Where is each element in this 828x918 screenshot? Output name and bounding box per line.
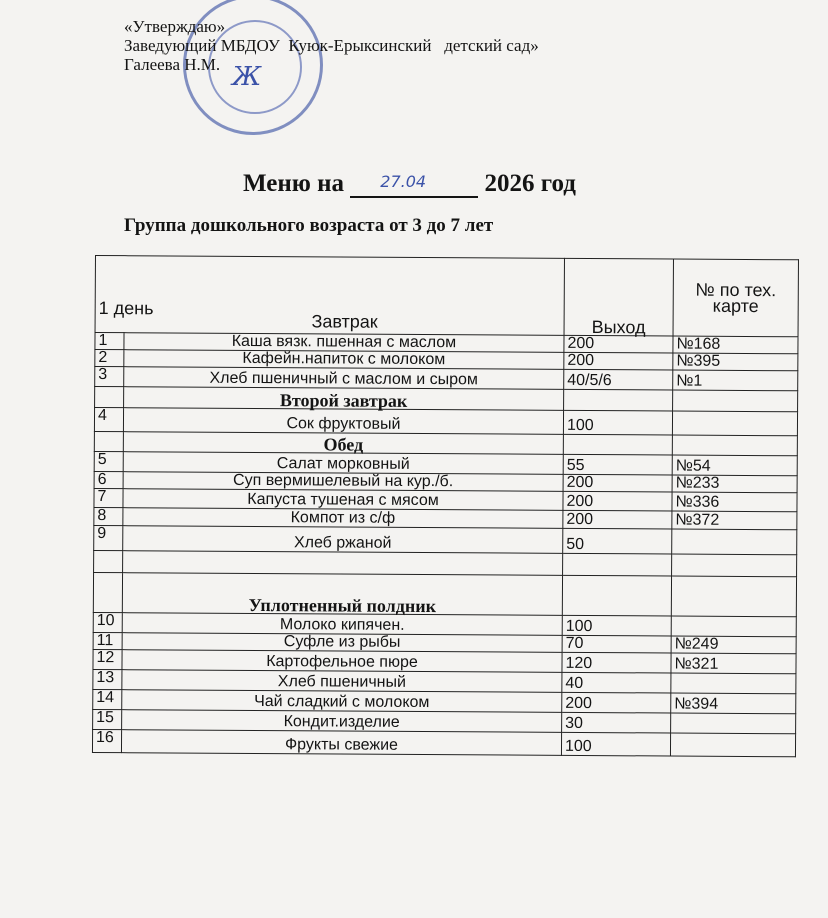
card-number: №168: [673, 336, 798, 354]
page-title: [243, 170, 576, 198]
yield: 100: [561, 732, 670, 756]
card-number: [672, 529, 797, 555]
yield: 200: [564, 335, 673, 353]
yield: 100: [563, 410, 672, 435]
dish-name: Кафейн.напиток с молоком: [124, 350, 564, 370]
card-number: №394: [671, 693, 796, 714]
row-number: 14: [93, 689, 122, 709]
card-number: №233: [672, 475, 797, 493]
row-number: 5: [94, 451, 123, 471]
yield: 200: [562, 692, 671, 713]
dish-name: Компот из с/ф: [123, 508, 563, 529]
row-number: 13: [93, 669, 122, 689]
row-number: 11: [93, 632, 122, 649]
card-number: №1: [673, 370, 798, 391]
dish-name: Чай сладкий с молоком: [122, 690, 562, 713]
card-number: [671, 576, 796, 617]
header-meal: Завтрак: [311, 311, 378, 332]
yield: 200: [564, 352, 673, 370]
card-number: [672, 411, 797, 436]
dish-name: Суп вермишелевый на кур./б.: [123, 472, 563, 492]
header-card: № по тех. карте: [673, 259, 798, 337]
group-heading: Группа дошкольного возраста от 3 до 7 лет: [124, 215, 494, 236]
dish-name: Каша вязк. пшенная с маслом: [124, 333, 564, 353]
yield: [563, 553, 672, 576]
dish-name: Сок фруктовый: [123, 408, 563, 435]
yield: 30: [562, 712, 671, 733]
date-field: [350, 170, 478, 198]
dish-name: Фрукты свежие: [121, 730, 561, 756]
card-number: [673, 390, 798, 412]
yield: 200: [563, 491, 672, 511]
title-suffix: 2026 год: [478, 170, 576, 197]
row-number: 1: [95, 333, 124, 350]
approval-line-1: «Утверждаю»: [124, 17, 226, 36]
dish-name: Картофельное пюре: [122, 650, 562, 673]
yield: 100: [562, 615, 671, 636]
header-day: 1 день: [98, 298, 154, 319]
dish-name: Кондит.изделие: [122, 710, 562, 733]
row-number: 10: [93, 612, 122, 632]
menu-table: [92, 255, 799, 757]
dish-name: Хлеб пшеничный с маслом и сыром: [124, 367, 564, 390]
row-number: 9: [94, 525, 123, 550]
card-number: [670, 733, 795, 757]
approval-block: [124, 17, 539, 74]
row-number: [93, 572, 122, 612]
row-number: 4: [94, 408, 123, 432]
signature: Ж: [232, 62, 262, 92]
dish-name: Суфле из рыбы: [122, 633, 562, 653]
header-yield: Выход: [564, 258, 673, 336]
title-prefix: Меню на: [243, 170, 351, 197]
yield: 40: [562, 672, 671, 693]
dish-name: Хлеб пшеничный: [122, 670, 562, 693]
row-number: 3: [95, 367, 124, 387]
dish-name: [123, 551, 563, 576]
yield: [564, 389, 673, 411]
dish-name: Хлеб ржаной: [123, 526, 563, 554]
card-number: №395: [673, 353, 798, 371]
row-number: [94, 550, 123, 572]
card-number: [671, 616, 796, 637]
row-number: 16: [92, 729, 121, 752]
dish-name: Уплотненный полдник: [122, 573, 562, 616]
dish-name: Капуста тушеная с мясом: [123, 489, 563, 511]
yield: [563, 434, 672, 455]
yield: 70: [562, 635, 671, 653]
table-header: [95, 256, 798, 337]
header-day-meal: [95, 256, 564, 336]
card-number: [671, 673, 796, 694]
dish-name: Обед: [123, 432, 563, 455]
row-number: 8: [94, 507, 123, 525]
row-number: 2: [95, 350, 124, 367]
yield: 200: [563, 510, 672, 529]
approval-line-2: Заведующий МБДОУ Куюк-Ерыксинский детский сад»: [124, 36, 539, 55]
row-number: 12: [93, 649, 122, 669]
row-number: [94, 431, 123, 451]
row-number: 15: [93, 709, 122, 729]
card-number: №54: [672, 455, 797, 476]
yield: 55: [563, 454, 672, 475]
yield: [562, 575, 671, 616]
section-row: [93, 572, 796, 616]
dish-name: Молоко кипячен.: [122, 613, 562, 636]
card-number: №372: [672, 511, 797, 530]
dish-name: Второй завтрак: [124, 387, 564, 411]
card-number: №321: [671, 653, 796, 674]
yield: 200: [563, 474, 672, 492]
yield: 50: [563, 528, 672, 554]
dish-name: Салат морковный: [123, 452, 563, 475]
row-number: [95, 387, 124, 408]
card-number: [672, 435, 797, 456]
card-number: №249: [671, 636, 796, 654]
approval-line-3: Галеева Н.М.: [124, 55, 221, 74]
yield: 120: [562, 652, 671, 673]
handwritten-date: 27.04: [380, 172, 427, 191]
row-number: 7: [94, 488, 123, 507]
table-row: [92, 729, 795, 756]
card-number: [671, 713, 796, 734]
yield: 40/5/6: [564, 369, 673, 390]
card-number: №336: [672, 492, 797, 512]
card-number: [672, 554, 797, 577]
row-number: 6: [94, 471, 123, 488]
